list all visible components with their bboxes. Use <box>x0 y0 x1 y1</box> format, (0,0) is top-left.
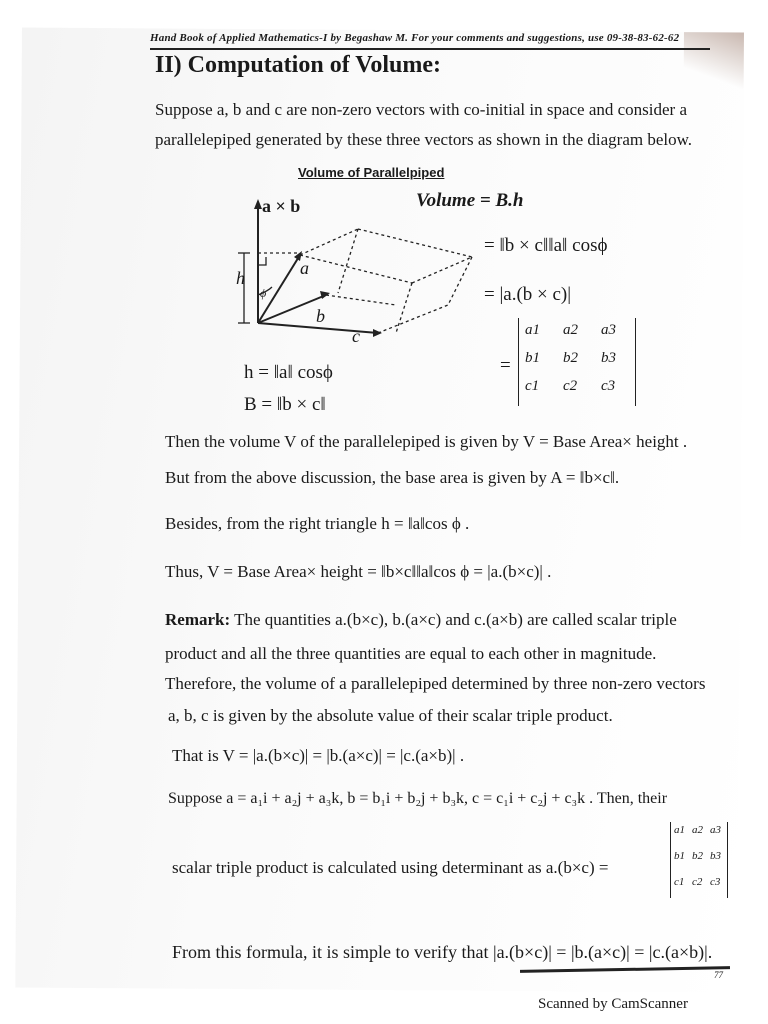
remark-line-4: a, b, c is given by the absolute value of their scalar triple product. <box>168 706 613 725</box>
paragraph-volume-definition: Then the volume V of the parallelepiped is given by V = Base Area× height . <box>165 432 688 451</box>
det-a3: a3 <box>601 322 616 338</box>
det-c1: c1 <box>525 378 540 394</box>
remark-label: Remark: <box>165 610 231 629</box>
equation-triple-product: = |a.(b × c)| <box>484 284 572 305</box>
page-number: 77 <box>714 970 723 980</box>
remark-line-3: Therefore, the volume of a parallelepiped determined by three non-zero vectors <box>165 674 706 693</box>
small-det-a2: a2 <box>692 824 703 836</box>
c-label: c <box>352 326 360 346</box>
det-a1: a1 <box>525 322 540 338</box>
intro-line-1: Suppose a, b and c are non-zero vectors with co-initial in space and consider a <box>155 100 688 119</box>
small-det-c2: c2 <box>692 876 703 888</box>
that-is-equation: That is V = |a.(b×c)| = |b.(a×c)| = |c.(a×b)| . <box>172 746 465 765</box>
determinant-matrix <box>518 318 636 406</box>
a-label: a <box>300 258 309 278</box>
small-det-b3: b3 <box>710 850 721 862</box>
verification-sentence: From this formula, it is simple to verify that |a.(b×c)| = |b.(a×c)| = |c.(a×b)|. <box>172 942 713 962</box>
volume-equation: Volume = B.h <box>416 190 524 211</box>
scanner-watermark: Scanned by CamScanner <box>538 996 688 1012</box>
det-c2: c2 <box>563 378 578 394</box>
equation-norm-cos: = ‖b × c‖‖a‖ cosϕ <box>484 235 608 256</box>
small-det-a3: a3 <box>710 824 721 836</box>
small-det-b1: b1 <box>674 850 685 862</box>
det-c3: c3 <box>601 378 616 394</box>
diagram-title: Volume of Parallelpiped <box>298 165 445 180</box>
phi-label: ϕ <box>260 286 267 300</box>
page-shadow <box>684 32 744 92</box>
small-det-c3: c3 <box>710 876 721 888</box>
component-definition: Suppose a = a₁i + a₂j + a₃k, b = b₁i + b₂j + b₃k, c = c₁i + c₂j + c₃k . Then, their <box>168 790 668 807</box>
small-det-c1: c1 <box>674 876 685 888</box>
paragraph-thus: Thus, V = Base Area× height = ‖b×c‖‖a‖cos ϕ = |a.(b×c)| . <box>165 562 552 581</box>
axb-label: a × b <box>262 196 301 216</box>
intro-line-2: parallelepiped generated by these three vectors as shown in the diagram below. <box>155 130 693 149</box>
det-equals: = <box>500 355 511 376</box>
det-a2: a2 <box>563 322 578 338</box>
h-label: h <box>236 268 245 288</box>
header-rule <box>150 48 710 50</box>
small-det-a1: a1 <box>674 824 685 836</box>
section-title: II) Computation of Volume: <box>155 52 442 78</box>
remark-line-2: product and all the three quantities are equal to each other in magnitude. <box>165 644 657 663</box>
h-equation: h = ‖a‖ cosϕ <box>244 362 333 383</box>
page-header: Hand Book of Applied Mathematics-I by Begashaw M. For your comments and suggestions, use 09-38-83-62-62 <box>150 32 680 44</box>
B-equation: B = ‖b × c‖ <box>244 394 326 415</box>
det-b1: b1 <box>525 350 540 366</box>
det-b2: b2 <box>563 350 578 366</box>
small-det-b2: b2 <box>692 850 703 862</box>
small-determinant <box>670 822 728 898</box>
remark-text-1: The quantities a.(b×c), b.(a×c) and c.(a×b) are called scalar triple <box>230 610 677 629</box>
remark-line-1 <box>165 610 677 630</box>
paragraph-base-area: But from the above discussion, the base area is given by A = ‖b×c‖. <box>165 468 620 487</box>
b-label: b <box>316 306 325 326</box>
paragraph-right-triangle: Besides, from the right triangle h = ‖a‖cos ϕ . <box>165 514 470 533</box>
det-b3: b3 <box>601 350 616 366</box>
determinant-sentence: scalar triple product is calculated using determinant as a.(b×c) = <box>172 858 609 877</box>
